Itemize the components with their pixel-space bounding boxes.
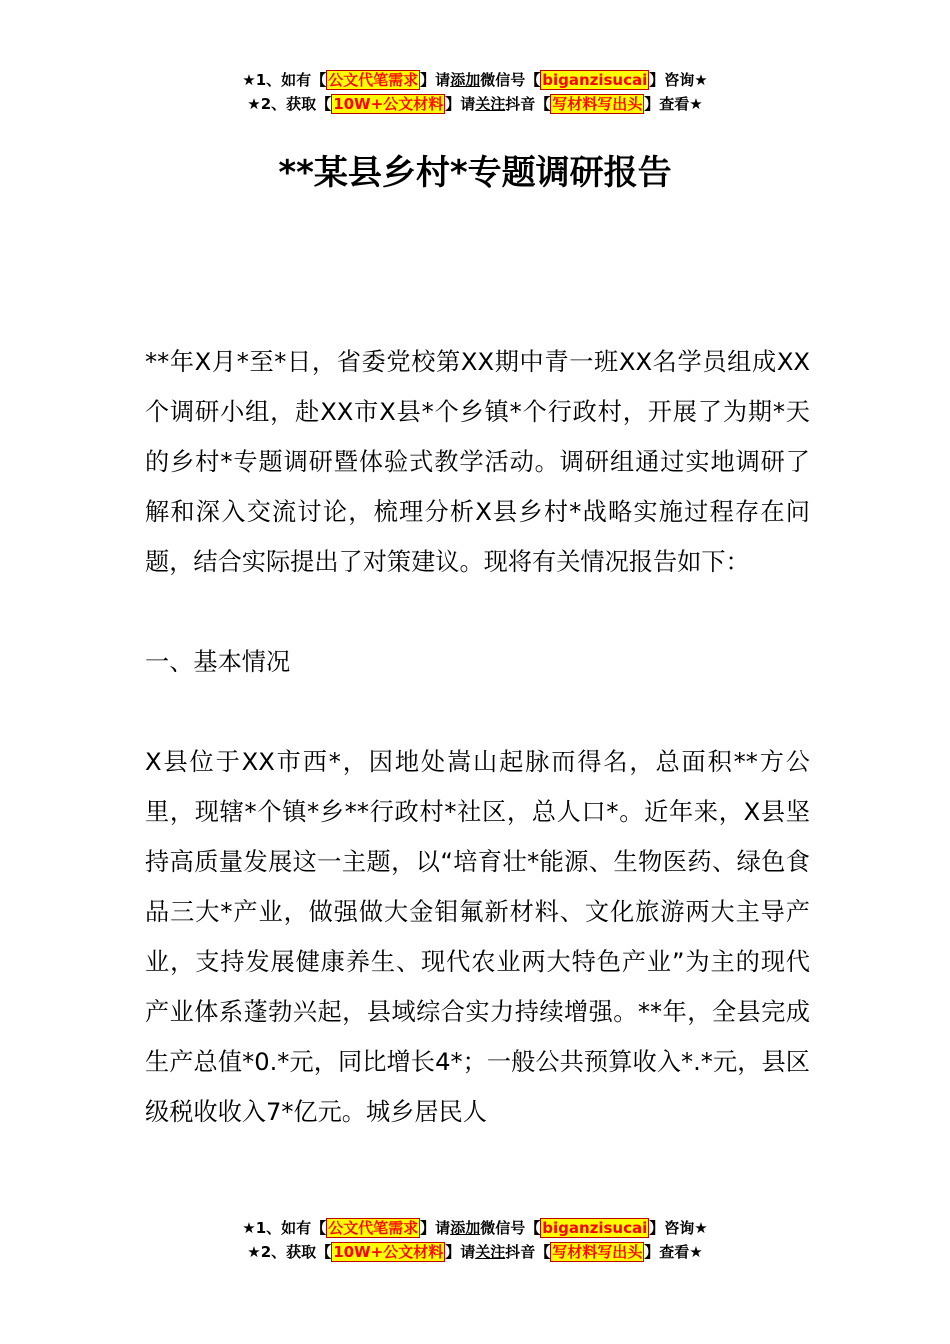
promo-text: 】咨询★ (649, 1219, 708, 1237)
document-body (145, 337, 810, 1137)
promo-text: ★2、获取【 (247, 1243, 332, 1261)
promo-text: 抖音【 (505, 95, 551, 113)
promo-banner-top (0, 68, 950, 116)
promo-text: 】请 (420, 71, 451, 89)
promo-highlight: biganzisucai (542, 1219, 648, 1237)
promo-line-1 (0, 1216, 950, 1240)
promo-text: ★1、如有【 (242, 71, 327, 89)
document-title: **某县乡村*专题调研报告 (278, 153, 672, 193)
promo-text: 】咨询★ (649, 71, 708, 89)
promo-text: ★1、如有【 (242, 1219, 327, 1237)
intro-paragraph: **年X月*至*日，省委党校第XX期中青一班XX名学员组成XX个调研小组，赴XX市X县*个乡镇*个行政村，开展了为期*天的乡村*专题调研暨体验式教学活动。调研组通过实地调研了解和深入交流讨论，梳理分析X县乡村*战略实施过程存在问题，结合实际提出了对策建议。现将有关情况报告如下： (145, 348, 810, 576)
promo-highlight: 10W+公文材料 (333, 95, 444, 113)
promo-highlight: 写材料写出头 (552, 95, 643, 113)
promo-highlight: 公文代笔需求 (328, 71, 419, 89)
promo-text: 微信号【 (480, 71, 541, 89)
body-paragraph: X县位于XX市西*，因地处嵩山起脉而得名，总面积**方公里，现辖*个镇*乡**行政村*社区，总人口*。近年来，X县坚持高质量发展这一主题，以“培育壮*能源、生物医药、绿色食品三大*产业，做强做大金钼氟新材料、文化旅游两大主导产业，支持发展健康养生、现代农业两大特色产业”为主的现代产业体系蓬勃兴起，县域综合实力持续增强。**年，全县完成生产总值*0.*元，同比增长4*；一般公共预算收入*.*元，县区级税收收入7*亿元。城乡居民人 (145, 748, 810, 1126)
promo-highlight: 公文代笔需求 (328, 1219, 419, 1237)
promo-line-2 (0, 1240, 950, 1264)
promo-text: 】查看★ (644, 1243, 703, 1261)
section-heading: 一、基本情况 (145, 648, 291, 676)
promo-text: 】请 (445, 1243, 476, 1261)
promo-text: 微信号【 (480, 1219, 541, 1237)
promo-text: 】查看★ (644, 95, 703, 113)
promo-highlight: biganzisucai (542, 71, 648, 89)
promo-highlight: 10W+公文材料 (333, 1243, 444, 1261)
promo-line-1 (0, 68, 950, 92)
promo-banner-bottom (0, 1216, 950, 1264)
promo-text: 抖音【 (505, 1243, 551, 1261)
promo-line-2 (0, 92, 950, 116)
promo-text: ★2、获取【 (247, 95, 332, 113)
promo-underline: 添加 (450, 71, 481, 89)
promo-underline: 关注 (475, 1243, 506, 1261)
promo-text: 】请 (420, 1219, 451, 1237)
promo-highlight: 写材料写出头 (552, 1243, 643, 1261)
promo-text: 】请 (445, 95, 476, 113)
promo-underline: 关注 (475, 95, 506, 113)
promo-underline: 添加 (450, 1219, 481, 1237)
